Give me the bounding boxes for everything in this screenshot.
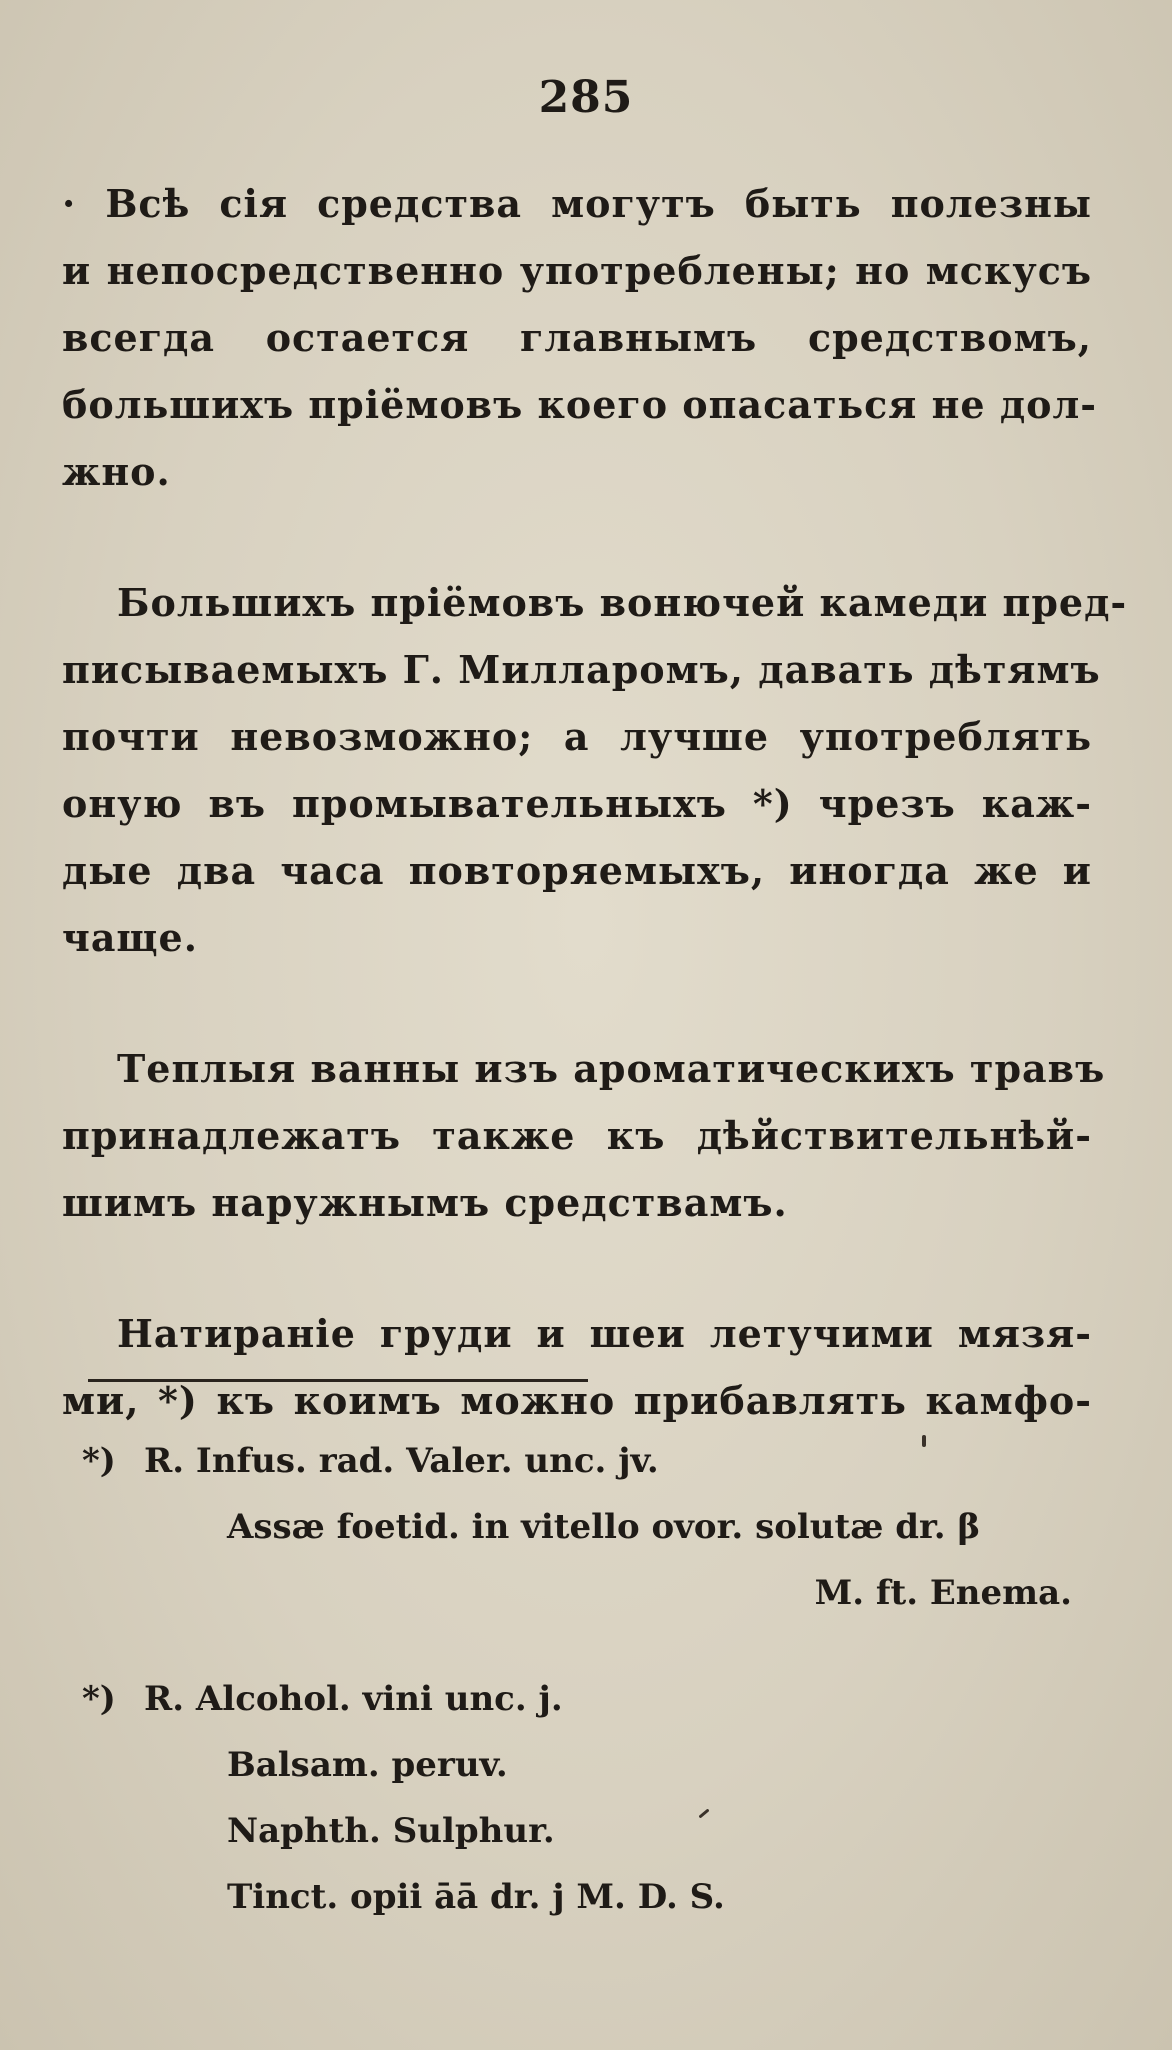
footnote-text: R. Infus. rad. Valer. unc. jv. <box>144 1441 659 1481</box>
text-line: принадлежатъ также къ дѣйствительнѣй- <box>62 1113 1092 1158</box>
paragraph-3 <box>62 1035 1106 1236</box>
text-line: чаще. <box>62 915 198 960</box>
text-line: Натираніе груди и шеи летучими мязя- <box>117 1311 1092 1356</box>
footnote-2 <box>82 1666 1122 1930</box>
text-line: оную въ промывательныхъ *) чрезъ каж- <box>62 781 1092 826</box>
text-line: · Всѣ сія средства могутъ быть полезны <box>62 181 1092 226</box>
footnote-mark: *) <box>82 1441 116 1481</box>
paragraph-1 <box>62 170 1098 505</box>
footnote-line: Naphth. Sulphur. <box>227 1811 555 1851</box>
footnote-line <box>82 1428 1122 1494</box>
text-line: жно. <box>62 449 171 494</box>
main-text <box>62 170 1128 1498</box>
text-line: Большихъ пріёмовъ вонючей камеди пред- <box>117 580 1128 625</box>
text-line: всегда остается главнымъ средствомъ, <box>62 315 1092 360</box>
text-line: ми, *) къ коимъ можно прибавлять камфо- <box>62 1378 1092 1423</box>
footnote-line <box>82 1666 1122 1732</box>
page-number: 285 <box>538 72 634 123</box>
footnote-mark: *) <box>82 1679 116 1719</box>
footnote-line: Balsam. peruv. <box>227 1745 508 1785</box>
footnote-text: R. Alcohol. vini unc. j. <box>144 1679 563 1719</box>
text-line: писываемыхъ Г. Милларомъ, давать дѣтямъ <box>62 647 1101 692</box>
text-line: шимъ наружнымъ средствамъ. <box>62 1180 788 1225</box>
text-line: почти невозможно; а лучше употреблять <box>62 714 1092 759</box>
text-line: дые два часа повторяемыхъ, иногда же и <box>62 848 1092 893</box>
ink-speck <box>922 1435 926 1447</box>
footnotes <box>82 1428 1122 1970</box>
footnote-line: Assæ foetid. in vitello ovor. solutæ dr. β <box>227 1507 981 1547</box>
text-line: Теплыя ванны изъ ароматическихъ травъ <box>117 1046 1106 1091</box>
footnote-1 <box>82 1428 1122 1626</box>
text-line: и непосредственно употреблены; но мскусъ <box>62 248 1092 293</box>
footnote-divider <box>88 1379 588 1382</box>
text-line: большихъ пріёмовъ коего опасаться не дол- <box>62 382 1098 427</box>
paragraph-2 <box>62 569 1128 971</box>
footnote-line: Tinct. opii āā dr. j M. D. S. <box>227 1877 725 1917</box>
paragraph-4 <box>62 1300 1092 1434</box>
footnote-line: M. ft. Enema. <box>814 1573 1072 1613</box>
